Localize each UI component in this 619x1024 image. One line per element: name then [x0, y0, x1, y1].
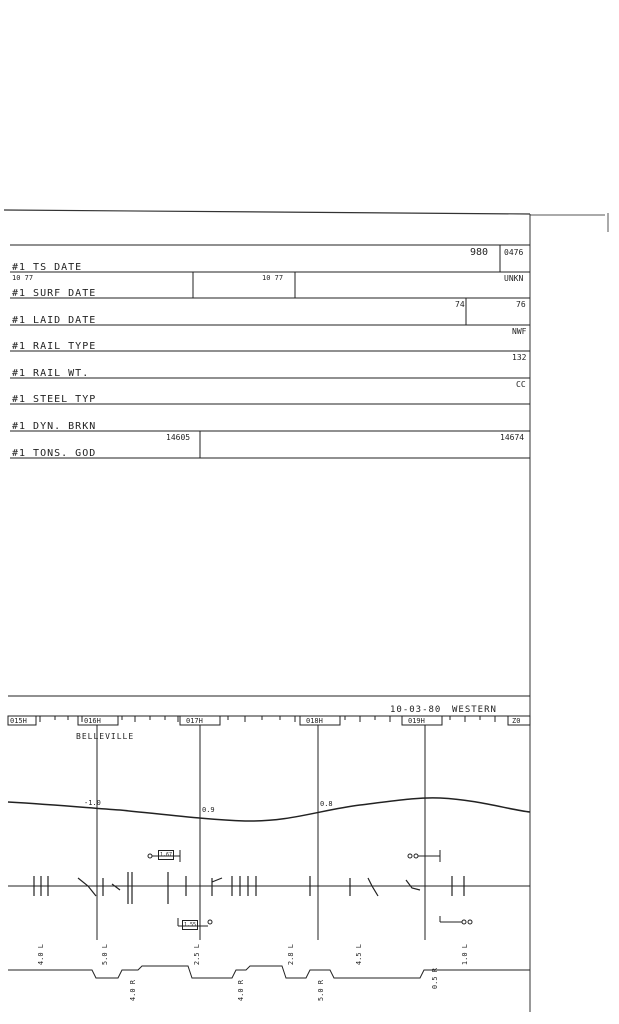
milepost-label: 0.5 R: [431, 968, 439, 990]
row-label-steel-typ: #1 STEEL TYP: [12, 394, 97, 405]
surf-date-value-1: 10 77: [12, 274, 34, 282]
grade-label: 0.9: [202, 806, 215, 814]
town-label: BELLEVILLE: [76, 732, 135, 741]
station-label: 018H: [306, 717, 323, 725]
station-label: 015H: [10, 717, 27, 725]
signal-tag: 1.55: [184, 922, 197, 928]
station-label: 016H: [84, 717, 101, 725]
grade-label: 0.8: [320, 800, 333, 808]
station-label: 017H: [186, 717, 203, 725]
surf-date-value-3: UNKN: [504, 274, 524, 283]
milepost-label: 1.0 L: [461, 944, 469, 966]
chart-date: 10-03-80: [390, 705, 442, 715]
milepost-label: 4.5 L: [355, 944, 363, 966]
row-label-ts-date: #1 TS DATE: [12, 262, 83, 273]
row-label-rail-type: #1 RAIL TYPE: [12, 341, 97, 352]
ts-date-value-2: 0476: [504, 248, 524, 257]
milepost-label: 4.0 R: [129, 980, 137, 1002]
signal-tag: 1.67: [160, 852, 173, 858]
ts-date-value-1: 980: [470, 247, 489, 258]
grade-label: -1.0: [84, 799, 101, 807]
station-label: 019H: [408, 717, 425, 725]
tons-god-value-1: 14605: [166, 433, 191, 442]
milepost-label: 5.0 L: [101, 944, 109, 966]
milepost-label: 5.0 R: [317, 980, 325, 1002]
milepost-label: 2.8 L: [287, 944, 295, 966]
steel-typ-value: CC: [516, 380, 526, 389]
milepost-label: 4.0 L: [37, 944, 45, 966]
rail-wt-value: 132: [512, 353, 527, 362]
row-label-rail-wt: #1 RAIL WT.: [12, 368, 90, 379]
station-label: Z0: [512, 717, 521, 725]
surf-date-value-2: 10 77: [262, 274, 284, 282]
tons-god-value-2: 14674: [500, 433, 525, 442]
row-label-dyn-brkn: #1 DYN. BRKN: [12, 421, 97, 432]
chart-railroad: WESTERN: [452, 705, 497, 715]
milepost-label: 4.0 R: [237, 980, 245, 1002]
row-label-laid-date: #1 LAID DATE: [12, 315, 97, 326]
rail-type-value: NWF: [512, 327, 527, 336]
milepost-label: 2.5 L: [193, 944, 201, 966]
row-label-tons-god: #1 TONS. GOD: [12, 448, 97, 459]
row-label-surf-date: #1 SURF DATE: [12, 288, 97, 299]
laid-date-value-2: 76: [516, 300, 526, 309]
laid-date-value-1: 74: [455, 300, 465, 309]
